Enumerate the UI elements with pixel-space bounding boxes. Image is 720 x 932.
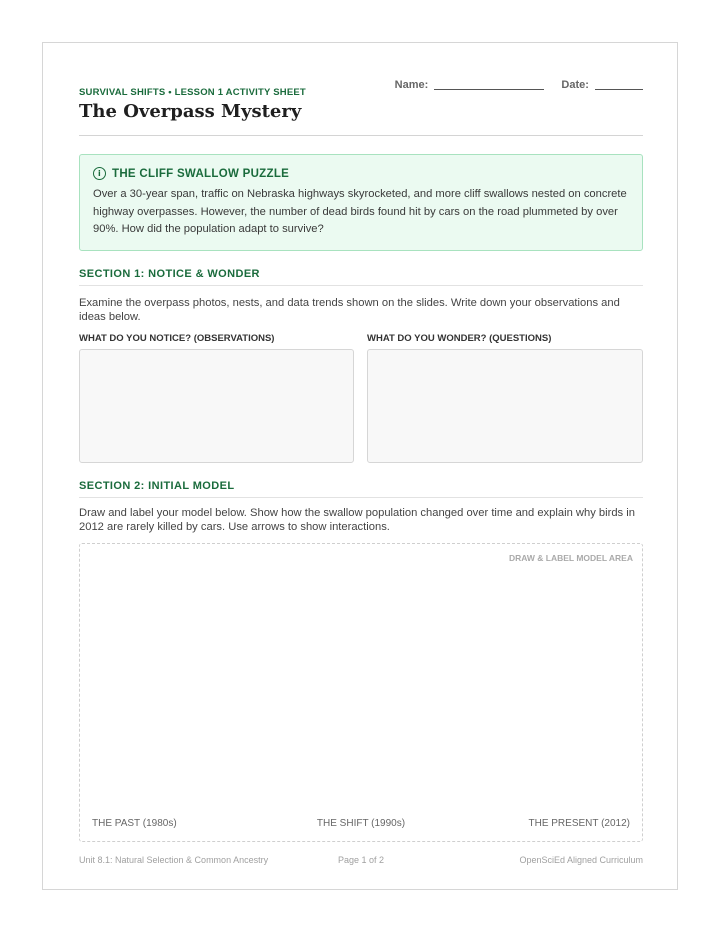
model-drawing-area[interactable] [79, 543, 643, 842]
wonder-answer-box[interactable] [367, 349, 643, 463]
puzzle-callout [79, 154, 643, 251]
name-date-fields [395, 79, 643, 91]
section2-heading: SECTION 2: INITIAL MODEL [79, 480, 643, 498]
puzzle-heading: THE CLIFF SWALLOW PUZZLE [112, 167, 290, 180]
name-field[interactable] [434, 89, 544, 90]
footer-source: OpenSciEd Aligned Curriculum [519, 855, 643, 865]
info-icon: i [93, 167, 106, 180]
sheet-content [79, 43, 643, 889]
section1-instructions: Examine the overpass photos, nests, and data trends shown on the slides. Write down your observations and ideas below. [79, 297, 620, 323]
section2-instructions: Draw and label your model below. Show how the swallow population changed over time and explain why birds in 2012 are rarely killed by cars. Use arrows to show interactions. [79, 507, 635, 533]
puzzle-heading-row [93, 167, 629, 180]
phase-past-label: THE PAST (1980s) [92, 818, 177, 829]
phase-shift-label: THE SHIFT (1990s) [316, 818, 406, 829]
model-area-label: DRAW & LABEL MODEL AREA [508, 553, 633, 563]
name-label: Name: [394, 79, 429, 91]
phase-present-label: THE PRESENT (2012) [528, 818, 630, 829]
date-field[interactable] [595, 89, 643, 90]
lesson-kicker: SURVIVAL SHIFTS • LESSON 1 ACTIVITY SHEET [79, 87, 306, 98]
date-label: Date: [561, 79, 589, 91]
puzzle-body: Over a 30-year span, traffic on Nebraska highways skyrocketed, and more cliff swallows nested on concrete highway overpasses. However, the number of dead birds found hit by cars on the road plummeted by over 90%. How did the population adapt to survive? [93, 188, 627, 235]
notice-label: WHAT DO YOU NOTICE? (OBSERVATIONS) [79, 333, 275, 344]
footer-unit: Unit 8.1: Natural Selection & Common Ancestry [79, 855, 269, 865]
section1-heading: SECTION 1: NOTICE & WONDER [79, 268, 643, 286]
notice-answer-box[interactable] [79, 349, 354, 463]
footer-page-number: Page 1 of 2 [337, 855, 385, 865]
header-divider [79, 135, 643, 136]
wonder-label: WHAT DO YOU WONDER? (QUESTIONS) [367, 333, 552, 344]
page-title: The Overpass Mystery [79, 101, 302, 122]
activity-sheet [42, 42, 678, 890]
